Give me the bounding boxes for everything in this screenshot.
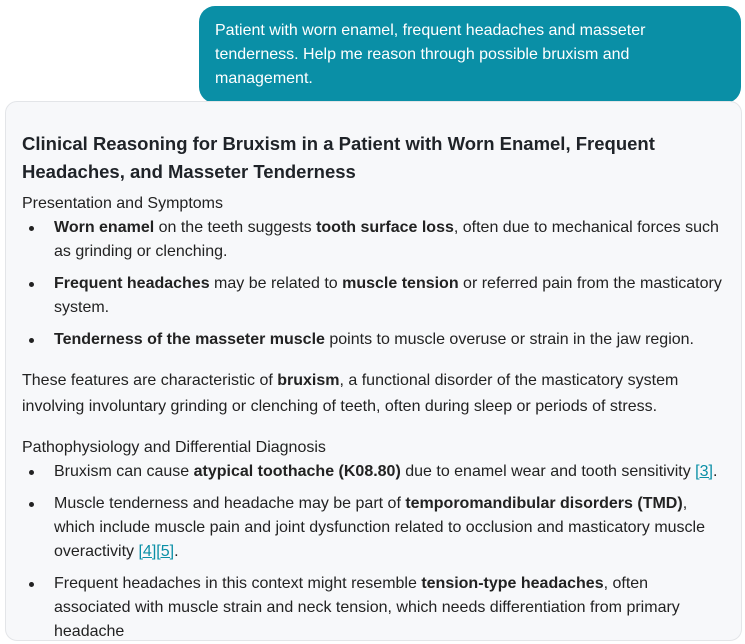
item-text: . bbox=[174, 543, 179, 560]
citation-link[interactable]: [4] bbox=[138, 543, 157, 560]
bold-term: Frequent headaches bbox=[54, 275, 210, 292]
bold-term: temporomandibular disorders (TMD) bbox=[405, 495, 683, 512]
assistant-response-card bbox=[5, 101, 742, 641]
bold-term: Worn enamel bbox=[54, 219, 155, 236]
user-message-text: Patient with worn enamel, frequent headaches and masseter tenderness. Help me reason through possible bruxism and management. bbox=[215, 22, 646, 87]
list-item bbox=[22, 328, 727, 352]
list-item bbox=[22, 216, 727, 264]
bold-term: Tenderness of the masseter muscle bbox=[54, 331, 325, 348]
item-text: points to muscle overuse or strain in the jaw region. bbox=[324, 331, 694, 348]
item-text: , often associated with muscle strain and neck tension, which needs differentiation from primary headache bbox=[54, 575, 680, 640]
section-heading-presentation: Presentation and Symptoms bbox=[22, 195, 223, 212]
user-message-bubble bbox=[199, 6, 741, 103]
bold-term: atypical toothache (K08.80) bbox=[193, 463, 401, 480]
bold-term: muscle tension bbox=[342, 275, 459, 292]
citation-link[interactable]: [5] bbox=[156, 543, 175, 560]
response-title: Clinical Reasoning for Bruxism in a Patient with Worn Enamel, Frequent Headaches, and Masseter Tenderness bbox=[22, 133, 655, 182]
item-text: Muscle tenderness and headache may be part of bbox=[54, 495, 406, 512]
item-text: , which include muscle pain and joint dysfunction related to occlusion and masticatory muscle overactivity bbox=[54, 495, 706, 560]
list-item bbox=[22, 272, 727, 320]
bold-term: tension-type headaches bbox=[421, 575, 604, 592]
list-item bbox=[22, 492, 727, 564]
item-text: , often due to mechanical forces such as grinding or clenching. bbox=[54, 219, 719, 260]
item-text: or referred pain from the masticatory system. bbox=[54, 275, 722, 316]
paragraph-text: , a functional disorder of the masticatory system involving involuntary grinding or clenching of teeth, often during sleep or periods of stress. bbox=[22, 372, 679, 415]
item-text: on the teeth suggests bbox=[154, 219, 317, 236]
presentation-list bbox=[22, 216, 727, 352]
list-item bbox=[22, 460, 727, 484]
bold-term: bruxism bbox=[277, 372, 340, 389]
item-text: Bruxism can cause bbox=[54, 463, 194, 480]
list-item bbox=[22, 572, 727, 644]
citation-link[interactable]: [3] bbox=[695, 463, 713, 480]
item-text: Frequent headaches in this context might resemble bbox=[54, 575, 422, 592]
paragraph-text: These features are characteristic of bbox=[22, 372, 278, 389]
bold-term: tooth surface loss bbox=[316, 219, 454, 236]
summary-paragraph bbox=[22, 368, 727, 420]
item-text: . bbox=[712, 463, 718, 480]
item-text: may be related to bbox=[209, 275, 343, 292]
pathophysiology-list bbox=[22, 460, 727, 644]
section-heading-pathophysiology: Pathophysiology and Differential Diagnosis bbox=[22, 439, 326, 456]
item-text: due to enamel wear and tooth sensitivity bbox=[400, 463, 696, 480]
